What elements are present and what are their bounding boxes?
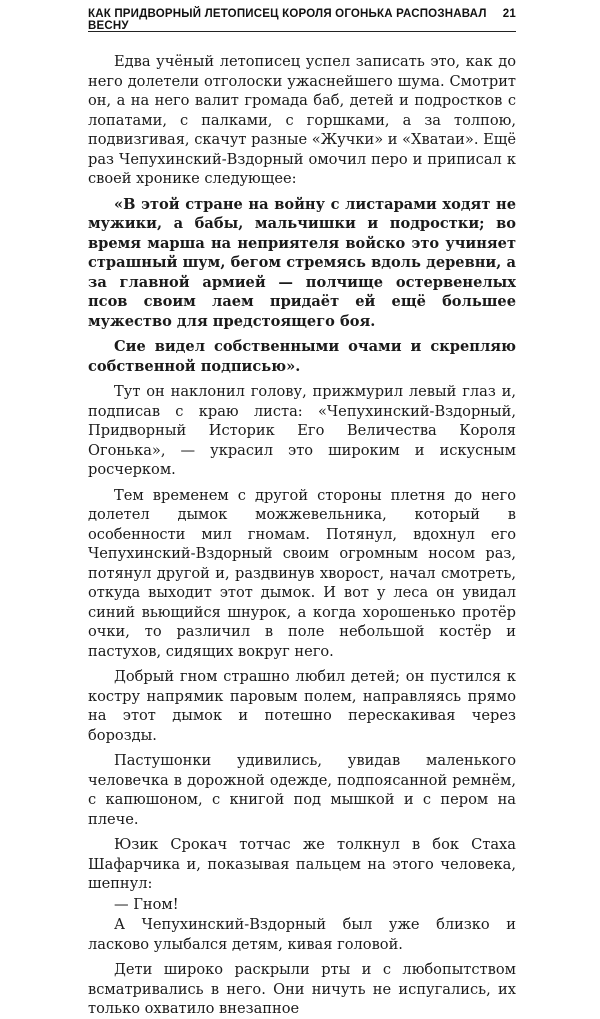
paragraph: Пастушонки удивились, увидав маленького человечка в дорожной одежде, подпоясанной ремнём, с капюшоном, с книгой под мышкой и с пером на плече. (88, 752, 516, 828)
paragraph: Добрый гном страшно любил детей; он пустился к костру напрямик паровым полем, направляясь прямо на этот дымок и потешно перескакивая через борозды. (88, 668, 516, 744)
running-title: КАК ПРИДВОРНЫЙ ЛЕТОПИСЕЦ КОРОЛЯ ОГОНЬКА РАСПОЗНАВАЛ ВЕСНУ (88, 8, 487, 32)
dialogue-line: — Гном! (114, 895, 179, 913)
paragraph: А Чепухинский-Вздорный был уже близко и ласково улыбался детям, кивая головой. (88, 916, 516, 953)
paragraph: Тут он наклонил голову, прижмурил левый глаз и, подписав с краю листа: «Чепухинский-Вздорный, Придворный Историк Его Величества Короля Огонька», — украсил это широким и искусным росчерком. (88, 383, 516, 478)
paragraph: Юзик Срокач тотчас же толкнул в бок Стаха Шафарчика и, показывая пальцем на этого человека, шепнул: (88, 836, 516, 892)
page-number: 21 (502, 8, 516, 20)
running-head (88, 8, 516, 32)
paragraph: Тем временем с другой стороны плетня до него долетел дымок можжевельника, который в особенности мил гномам. Потянул, вдохнул его Чепухинский-Вздорный своим огромным носом раз, потянул другой и, раздвинув хворост, начал смотреть, откуда выходит этот дымок. И вот у леса он увидал синий вьющийся шнурок, а когда хорошенько протёр очки, то различил в поле небольшой костёр и пастухов, сидящих вокруг него. (88, 486, 516, 660)
chronicle-signature-line: Сие видел собственными очами и скрепляю собственной подписью». (88, 338, 516, 375)
body-text (88, 52, 516, 1019)
paragraph: Дети широко раскрыли рты и с любопытством всматривались в него. Они ничуть не испугались, их только охватило внезапное (88, 961, 516, 1017)
header-rule (88, 31, 516, 32)
chronicle-quote: «В этой стране на войну с листарами ходят не мужики, а бабы, мальчишки и подростки; во время марша на неприятеля войско это учиняет страшный шум, бегом стремясь вдоль деревни, а за главной армией — полчище остервенелых псов своим лаем придаёт ей ещё большее мужество для предстоящего боя. (88, 195, 516, 330)
paragraph: Едва учёный летописец успел записать это, как до него долетели отголоски ужаснейшего шума. Смотрит он, а на него валит громада баб, детей и подростков с лопатами, с палками, с горшками, а за толпою, подвизгивая, скачут разные «Жучки» и «Хватаи». Ещё раз Чепухинский-Вздорный омочил перо и приписал к своей хронике следующее: (88, 53, 516, 187)
